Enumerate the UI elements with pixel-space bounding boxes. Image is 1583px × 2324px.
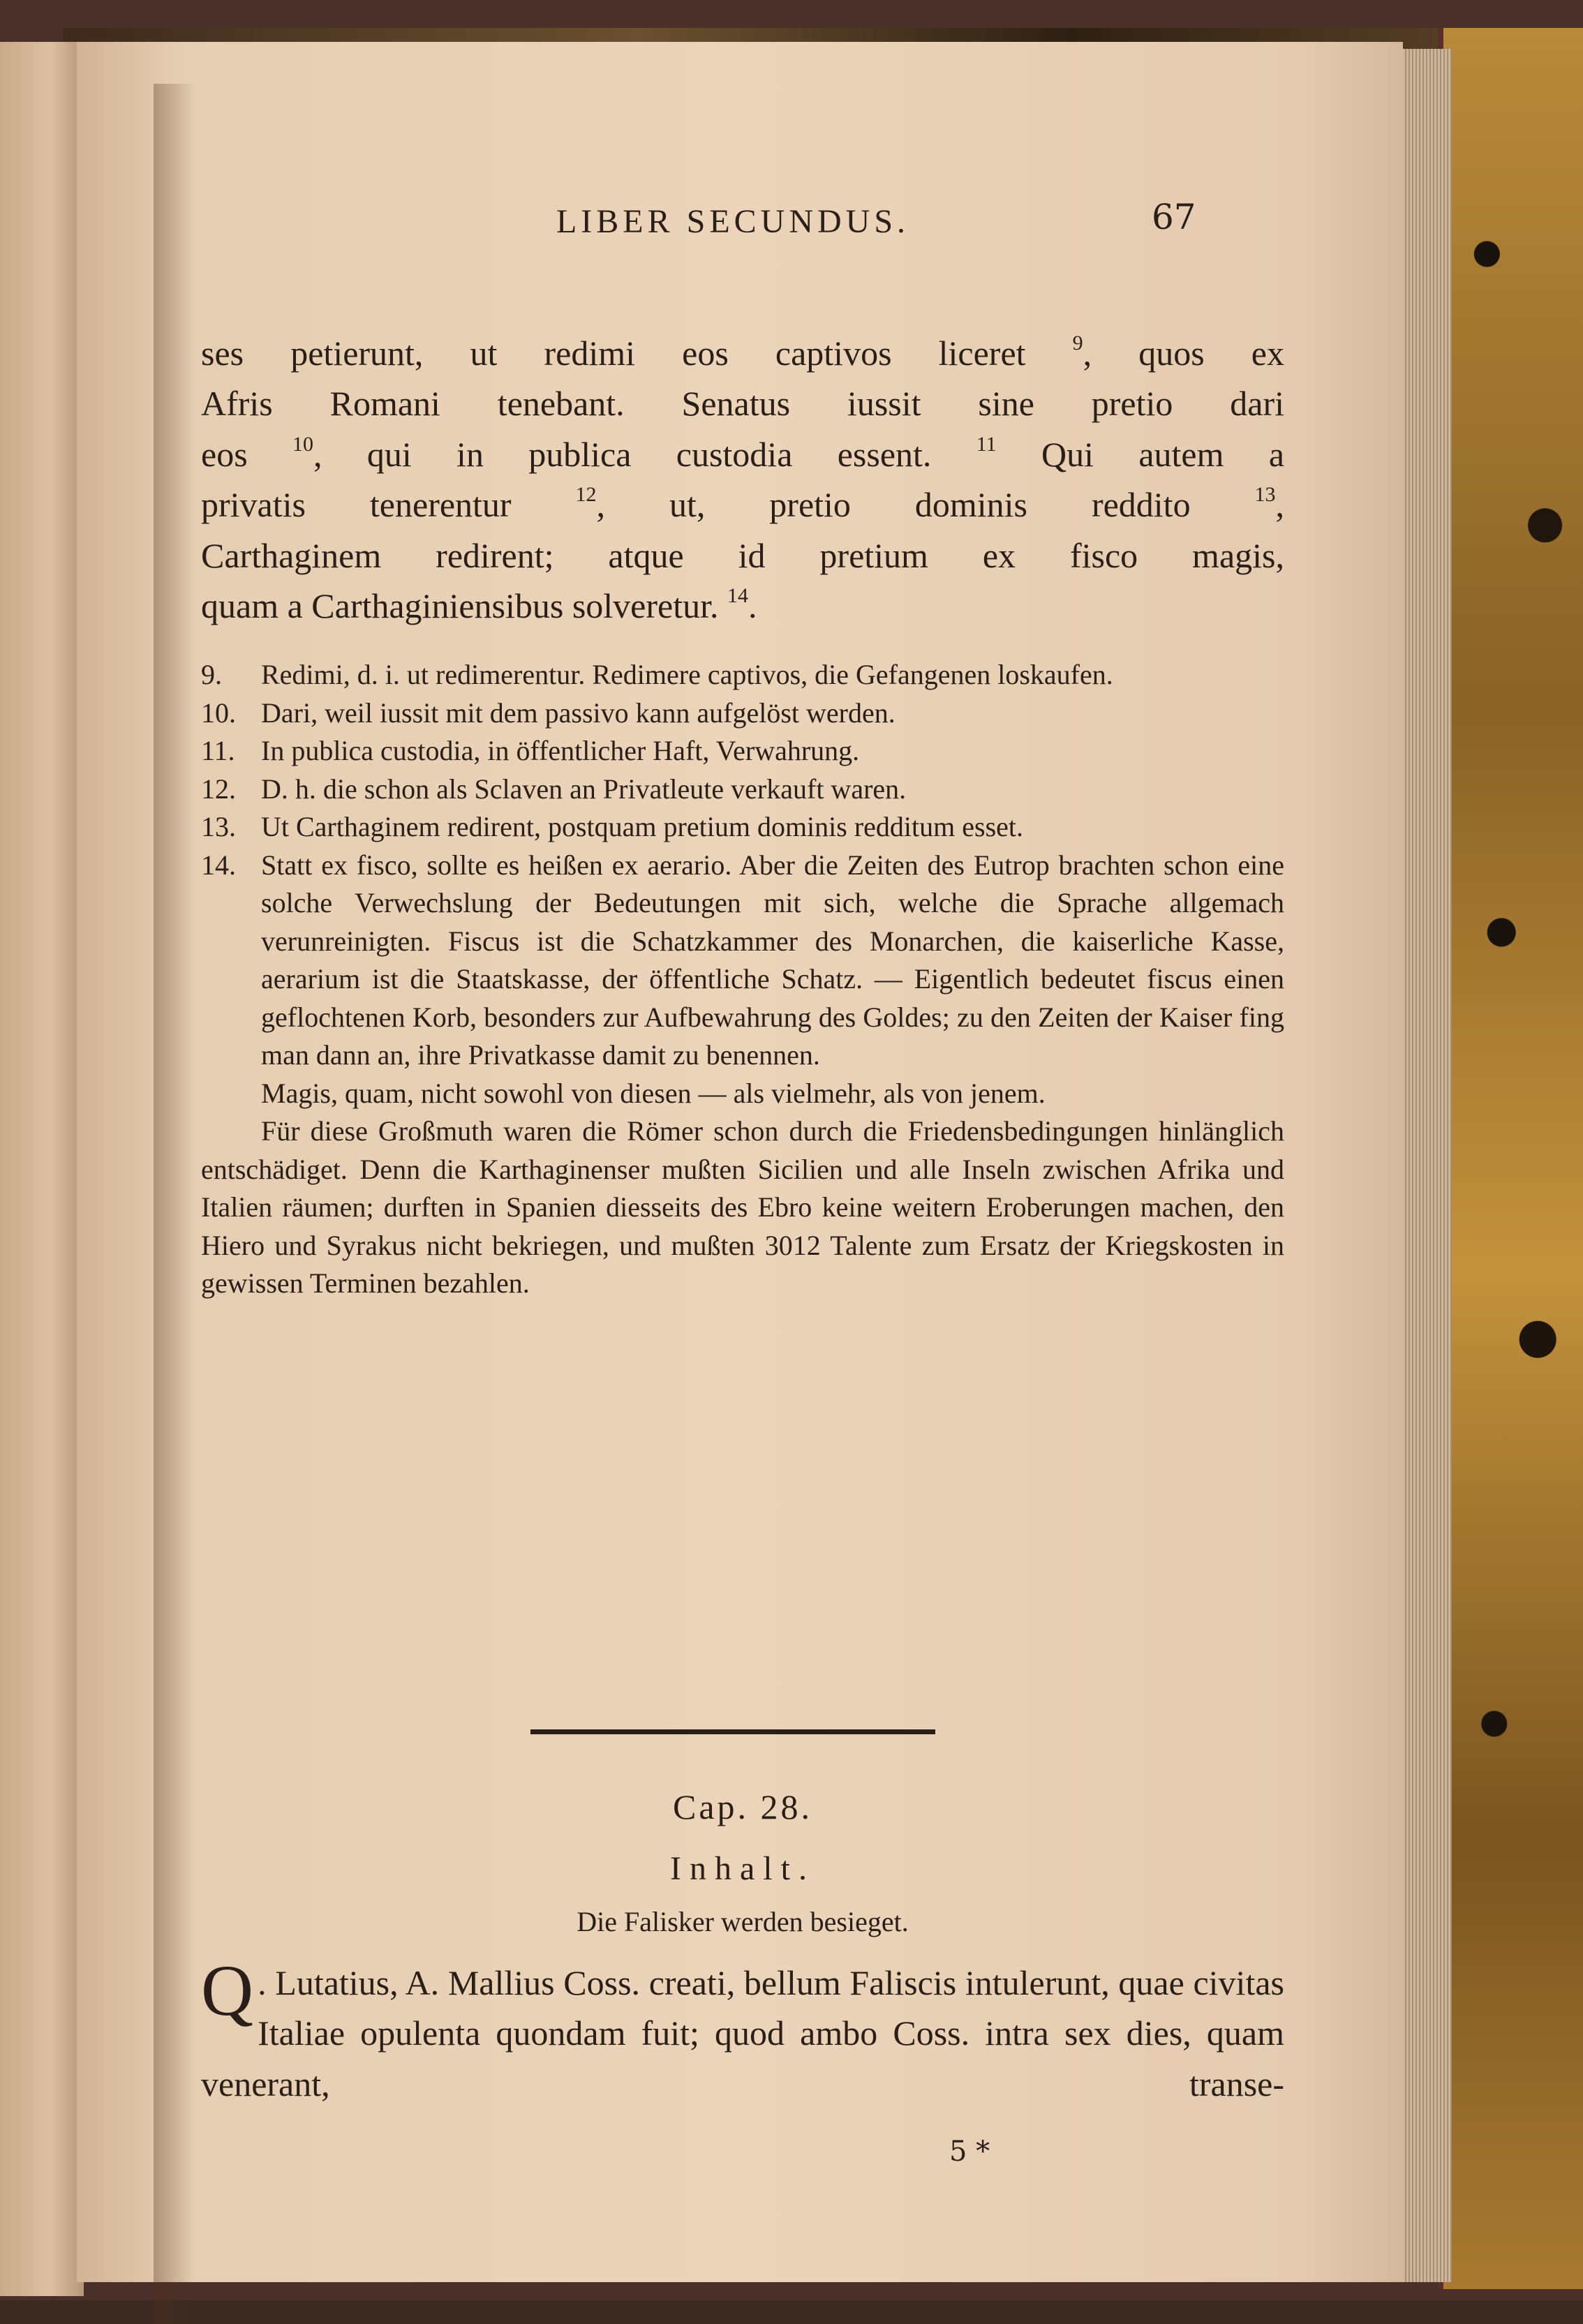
text-line: Carthaginem redirent; atque id pretium ex fisco magis, bbox=[201, 535, 1284, 575]
page-block-edges bbox=[1396, 49, 1452, 2282]
text-line: privatis tenerentur $^{12}$, ut, pretio dominis reddito $^{13}$, bbox=[201, 483, 1285, 525]
signature-mark: 5 * bbox=[949, 2136, 990, 2168]
gutter-shadow bbox=[154, 84, 195, 2324]
text-line: Afris Romani tenebant. Senatus iussit sine pretio dari bbox=[201, 384, 1284, 424]
footnote: 11. In publica custodia, in öffentlicher Haft, Verwahrung. bbox=[201, 735, 860, 766]
main-text bbox=[201, 328, 1284, 631]
running-title: LIBER SECUNDUS. bbox=[556, 203, 910, 240]
footnote: 14. Statt ex fisco, sollte es heißen ex aerario. Aber die Zeiten des Eutrop brachten schon eine solche Verwechslung der Bedeutungen mit sich, welche die Sprache allgemach verunreinigten. Fiscus ist die Schatzkammer des Monarchen, die kaiserliche Kasse, aerarium ist die Staatskasse, der öffentliche Schatz. — Eigentlich bedeutet fiscus einen geflochtenen Korb, besonders zur Aufbewahrung des Goldes; zu den Zeiten der Kaiser fing man dann an, ihre Privatkasse damit zu benennen. bbox=[201, 849, 1284, 1071]
chapter-text bbox=[201, 1951, 1284, 2109]
note-paragraph: Für diese Großmuth waren die Römer schon durch die Friedensbedingungen hinlänglich entschädiget. Denn die Karthaginenser mußten Sicilien und alle Inseln zwischen Afrika und Italien räumen; durften in Spanien diesseits des Ebro keine weitern Eroberungen machen, den Hiero und Syrakus nicht bekriegen, und mußten 3012 Talente zum Ersatz der Kriegskosten in gewissen Terminen bezahlen. bbox=[201, 1115, 1284, 1299]
footnote: 13. Ut Carthaginem redirent, postquam pretium dominis redditum esset. bbox=[201, 811, 1024, 842]
left-page-edge bbox=[0, 42, 84, 2296]
page-number: 67 bbox=[1152, 197, 1196, 237]
footnotes bbox=[201, 656, 1284, 1303]
note-paragraph: Magis, quam, nicht sowohl von diesen — als vielmehr, als von jenem. bbox=[261, 1077, 1046, 1109]
chapter-heading: Cap. 28. bbox=[672, 1787, 813, 1826]
text-line: ses petierunt, ut redimi eos captivos liceret $^9$, quos ex bbox=[201, 332, 1284, 373]
footnote: 10. Dari, weil iussit mit dem passivo kann aufgelöst werden. bbox=[201, 697, 895, 729]
drop-cap: Q bbox=[201, 1951, 254, 2031]
book-page bbox=[77, 42, 1403, 2282]
text-line: quam a Carthaginiensibus solveretur. $^{14}$. bbox=[201, 584, 757, 626]
chapter-summary: Die Falisker werden besieget. bbox=[577, 1906, 909, 1937]
footnote: 9. Redimi, d. i. ut redimerentur. Redimere captivos, die Gefangenen loskaufen. bbox=[201, 659, 1113, 690]
inhalt-heading: Inhalt. bbox=[670, 1850, 815, 1887]
footnote: 12. D. h. die schon als Sclaven an Privatleute verkauft waren. bbox=[201, 773, 907, 805]
section-divider bbox=[530, 1729, 935, 1734]
marbled-cover bbox=[1438, 28, 1583, 2289]
text-line: eos $^{10}$, qui in publica custodia essent. $^{11}$ Qui autem a bbox=[201, 432, 1285, 474]
chapter-body: . Lutatius, A. Mallius Coss. creati, bellum Faliscis intulerunt, quae civitas Italiae opulenta quondam fuit; quod ambo Coss. intra sex dies, quam venerant, transe- bbox=[201, 1963, 1284, 2103]
